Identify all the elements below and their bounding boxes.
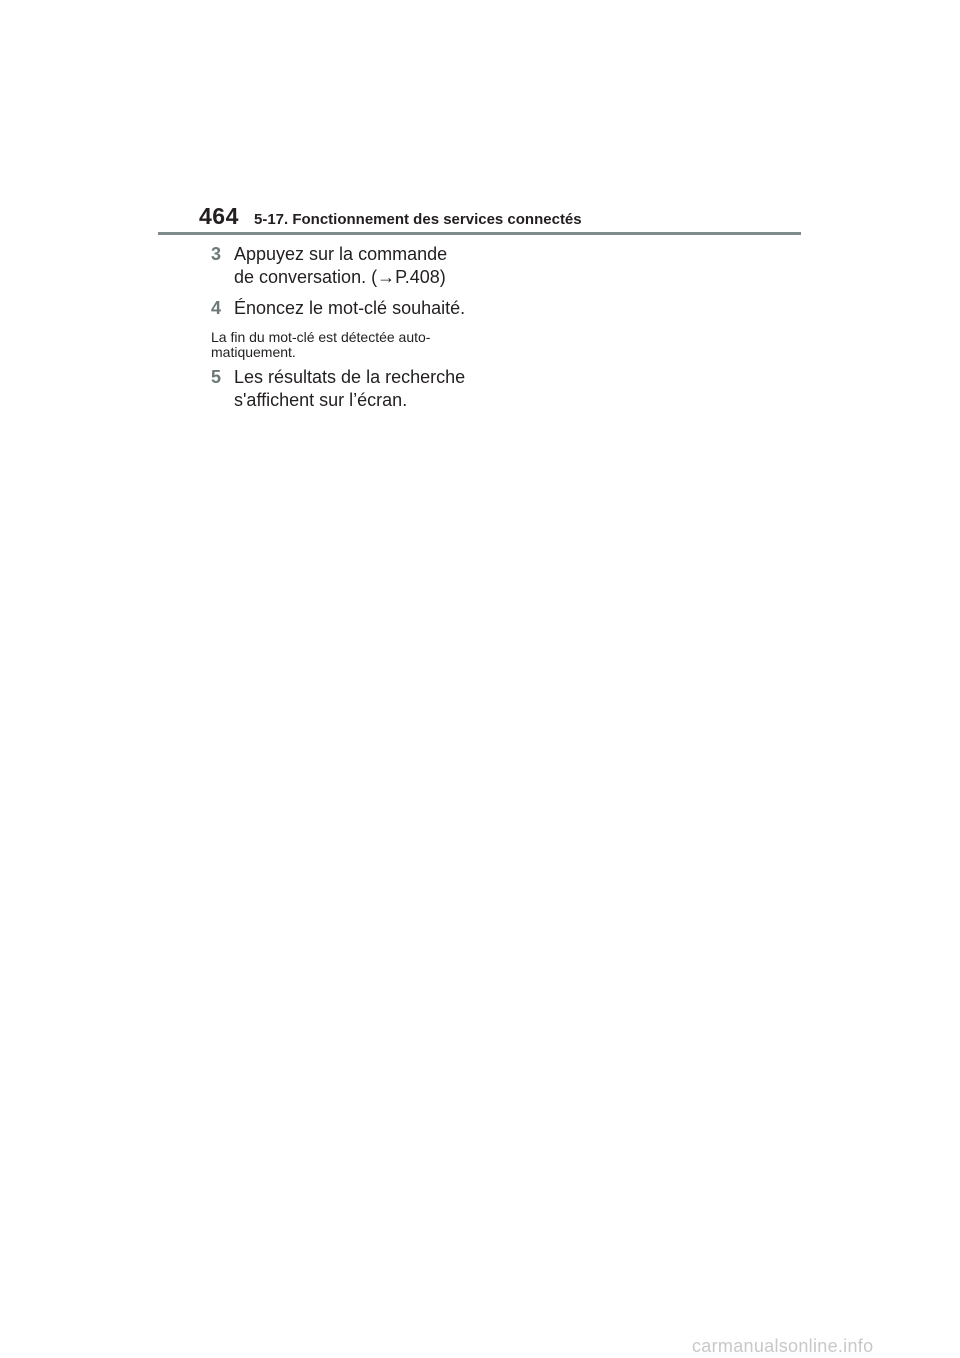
note-line: La fin du mot-clé est détectée auto- xyxy=(211,329,431,345)
step-5 xyxy=(211,366,481,412)
page-number: 464 xyxy=(199,203,239,229)
step-number: 5 xyxy=(211,367,222,387)
step-number: 3 xyxy=(211,244,222,264)
page-content xyxy=(211,243,481,412)
step-text-line: Appuyez sur la commande xyxy=(234,244,448,264)
page-reference: P.408) xyxy=(395,267,446,287)
note-line: matiquement. xyxy=(211,344,296,360)
step-number: 4 xyxy=(211,298,222,318)
step-text-line: Les résultats de la recherche xyxy=(234,367,466,387)
step-text: de conversation. ( xyxy=(234,267,378,287)
step-4 xyxy=(211,297,481,320)
arrow-icon: → xyxy=(377,267,396,287)
page-header xyxy=(199,204,801,234)
step-text-line: s'affichent sur l’écran. xyxy=(234,390,408,410)
step-3 xyxy=(211,243,481,289)
step-note xyxy=(211,330,471,360)
step-text-line xyxy=(234,266,481,289)
watermark: carmanualsonline.info xyxy=(692,1336,874,1356)
header-divider xyxy=(158,232,801,235)
section-title: 5-17. Fonctionnement des services connectés xyxy=(254,211,582,228)
step-text-line: Énoncez le mot-clé souhaité. xyxy=(234,298,466,318)
